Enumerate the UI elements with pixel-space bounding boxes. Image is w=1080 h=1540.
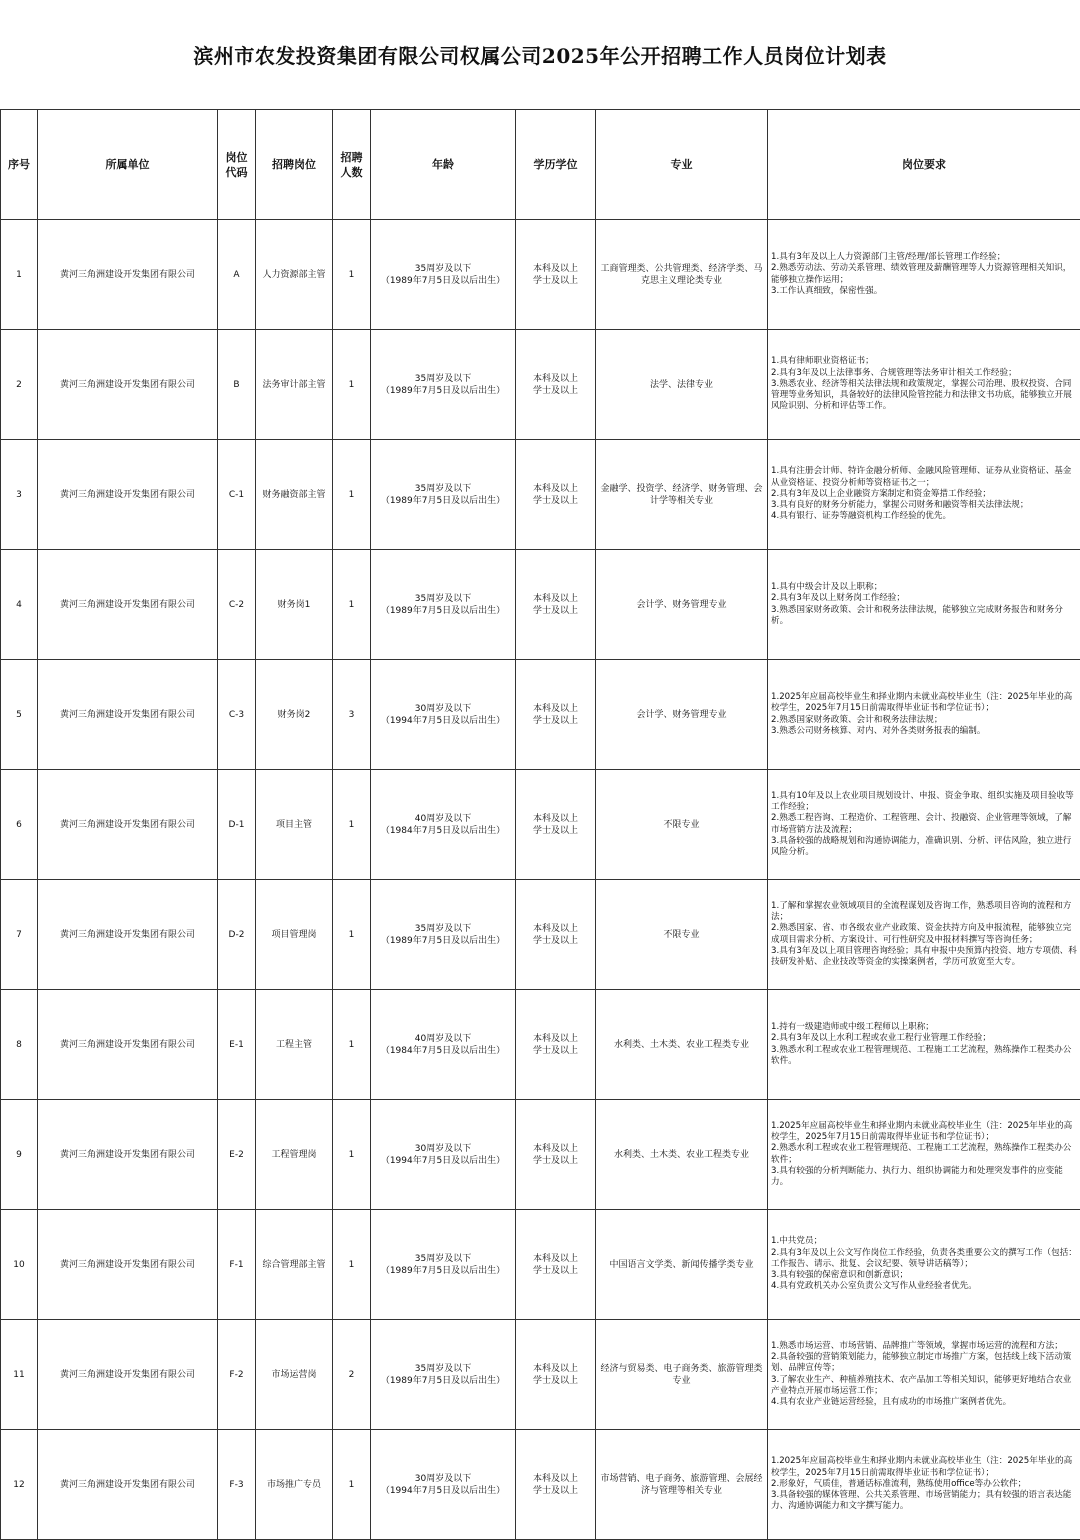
cell-count: 2 <box>333 1320 371 1430</box>
age-age-line1: 35周岁及以下 <box>414 373 472 384</box>
cell-req <box>768 440 1080 550</box>
age-age-line1: 30周岁及以下 <box>414 1473 472 1484</box>
cell-age <box>371 1210 516 1320</box>
requirement-item: 2.熟悉劳动法、劳动关系管理、绩效管理及薪酬管理等人力资源管理相关知识，能够独立操作运用； <box>771 263 1072 285</box>
cell-unit: 黄河三角洲建设开发集团有限公司 <box>38 220 218 330</box>
cell-count: 1 <box>333 1430 371 1540</box>
edu-edu-line2: 学士及以上 <box>532 1485 578 1496</box>
edu-edu-line1: 本科及以上 <box>532 1253 578 1264</box>
cell-code: F-1 <box>218 1210 256 1320</box>
cell-seq: 2 <box>1 330 38 440</box>
requirement-item: 2.具有3年及以上公文写作岗位工作经验，负责各类重要公文的撰写工作（包括：工作报告、请示、批复、会议纪要、领导讲话稿等）； <box>771 1247 1077 1269</box>
age-age-line2: （1989年7月5日及以后出生） <box>380 385 506 396</box>
cell-position: 人力资源部主管 <box>256 220 333 330</box>
cell-unit: 黄河三角洲建设开发集团有限公司 <box>38 1430 218 1540</box>
cell-count: 1 <box>333 550 371 660</box>
cell-seq: 6 <box>1 770 38 880</box>
edu-edu-line1: 本科及以上 <box>532 923 578 934</box>
cell-unit: 黄河三角洲建设开发集团有限公司 <box>38 880 218 990</box>
cell-age <box>371 1430 516 1540</box>
age-age-line1: 35周岁及以下 <box>414 923 472 934</box>
cell-seq: 1 <box>1 220 38 330</box>
cell-code: B <box>218 330 256 440</box>
cell-age <box>371 880 516 990</box>
cell-edu <box>516 1210 596 1320</box>
requirement-item: 3.具有3年及以上项目管理咨询经验；具有申报中央预算内投资、地方专项债、科技研发补贴、企业技改等资金的实操案例者，学历可放宽至大专。 <box>771 945 1077 967</box>
cell-age <box>371 990 516 1100</box>
cell-position: 项目管理岗 <box>256 880 333 990</box>
header-count <box>333 110 371 220</box>
cell-count: 1 <box>333 440 371 550</box>
cell-count: 1 <box>333 880 371 990</box>
edu-edu-line2: 学士及以上 <box>532 1155 578 1166</box>
cell-age <box>371 660 516 770</box>
edu-edu-line2: 学士及以上 <box>532 1045 578 1056</box>
edu-edu-line2: 学士及以上 <box>532 385 578 396</box>
table-row <box>1 990 1080 1100</box>
edu-edu-line1: 本科及以上 <box>532 263 578 274</box>
requirement-item: 1.具有10年及以上农业项目规划设计、申报、资金争取、组织实施及项目验收等工作经验； <box>771 790 1074 813</box>
header-count-label: 招聘人数 <box>340 150 363 179</box>
cell-position: 财务岗1 <box>256 550 333 660</box>
requirement-item: 1.2025年应届高校毕业生和择业期内未就业高校毕业生（注：2025年毕业的高校学生，2025年7月15日前需取得毕业证书和学位证书）； <box>771 1456 1073 1478</box>
edu-edu-line2: 学士及以上 <box>532 1375 578 1386</box>
age-age-line1: 35周岁及以下 <box>414 593 472 604</box>
cell-edu <box>516 660 596 770</box>
edu-edu-line2: 学士及以上 <box>532 1265 578 1276</box>
cell-req <box>768 770 1080 880</box>
cell-major: 中国语言文学类、新闻传播学类专业 <box>596 1210 768 1320</box>
cell-position: 工程主管 <box>256 990 333 1100</box>
cell-edu <box>516 550 596 660</box>
cell-count: 1 <box>333 1210 371 1320</box>
cell-seq: 10 <box>1 1210 38 1320</box>
cell-req <box>768 990 1080 1100</box>
cell-edu <box>516 220 596 330</box>
cell-code: C-1 <box>218 440 256 550</box>
cell-age <box>371 330 516 440</box>
age-age-line2: （1989年7月5日及以后出生） <box>380 1265 506 1276</box>
requirement-item: 2.熟悉水利工程或农业工程管理规范、工程施工工艺流程，熟练操作工程类办公软件； <box>771 1143 1072 1165</box>
cell-edu <box>516 990 596 1100</box>
requirement-item: 1.持有一级建造师或中级工程师以上职称； <box>771 1022 934 1033</box>
requirement-item: 1.中共党员； <box>771 1236 823 1247</box>
requirement-item: 2.具有3年及以上企业融资方案制定和资金筹措工作经验； <box>771 488 991 499</box>
cell-edu <box>516 1430 596 1540</box>
age-age-line2: （1989年7月5日及以后出生） <box>380 495 506 506</box>
requirement-item: 1.具有3年及以上人力资源部门主管/经理/部长管理工作经验； <box>771 252 1006 263</box>
cell-unit: 黄河三角洲建设开发集团有限公司 <box>38 770 218 880</box>
cell-major: 经济与贸易类、电子商务类、旅游管理类专业 <box>596 1320 768 1430</box>
age-age-line1: 40周岁及以下 <box>414 813 472 824</box>
requirement-item: 3.熟悉公司财务核算、对内、对外各类财务报表的编制。 <box>771 725 986 736</box>
requirement-item: 3.具有良好的财务分析能力，掌握公司财务和融资等相关法律法规； <box>771 500 1029 511</box>
cell-seq: 9 <box>1 1100 38 1210</box>
cell-count: 1 <box>333 990 371 1100</box>
age-age-line2: （1994年7月5日及以后出生） <box>380 715 506 726</box>
age-age-line1: 30周岁及以下 <box>414 703 472 714</box>
cell-unit: 黄河三角洲建设开发集团有限公司 <box>38 660 218 770</box>
cell-major: 会计学、财务管理专业 <box>596 550 768 660</box>
requirement-item: 2.熟悉国家、省、市各级农业产业政策、资金扶持方向及申报流程，能够独立完成项目需求分析、方案设计、可行性研究及申报材料撰写等咨询任务； <box>771 923 1072 945</box>
cell-req <box>768 550 1080 660</box>
cell-seq: 4 <box>1 550 38 660</box>
requirement-item: 1.熟悉市场运营、市场营销、品牌推广等领域，掌握市场运营的流程和方法； <box>771 1340 1063 1351</box>
requirement-item: 3.具有较强的保密意识和创新意识； <box>771 1270 909 1281</box>
cell-seq: 12 <box>1 1430 38 1540</box>
cell-major: 市场营销、电子商务、旅游管理、会展经济与管理等相关专业 <box>596 1430 768 1540</box>
cell-unit: 黄河三角洲建设开发集团有限公司 <box>38 550 218 660</box>
requirement-item: 4.具有银行、证券等融资机构工作经验的优先。 <box>771 511 952 522</box>
cell-code: C-2 <box>218 550 256 660</box>
header-major: 专业 <box>596 110 768 220</box>
page-title: 滨州市农发投资集团有限公司权属公司2025年公开招聘工作人员岗位计划表 <box>193 44 887 68</box>
requirement-item: 2.具有3年及以上财务岗工作经验； <box>771 593 905 604</box>
table-row <box>1 220 1080 330</box>
cell-age <box>371 220 516 330</box>
edu-edu-line1: 本科及以上 <box>532 483 578 494</box>
cell-req <box>768 1320 1080 1430</box>
cell-req <box>768 1100 1080 1210</box>
age-age-line2: （1989年7月5日及以后出生） <box>380 935 506 946</box>
cell-unit: 黄河三角洲建设开发集团有限公司 <box>38 990 218 1100</box>
cell-unit: 黄河三角洲建设开发集团有限公司 <box>38 1320 218 1430</box>
cell-code: D-2 <box>218 880 256 990</box>
cell-seq: 11 <box>1 1320 38 1430</box>
cell-age <box>371 550 516 660</box>
cell-unit: 黄河三角洲建设开发集团有限公司 <box>38 1210 218 1320</box>
edu-edu-line1: 本科及以上 <box>532 1473 578 1484</box>
table-body <box>1 220 1080 1540</box>
age-age-line2: （1989年7月5日及以后出生） <box>380 275 506 286</box>
requirement-item: 2.熟悉工程咨询、工程造价、工程管理、会计、投融资、企业管理等领域，了解市场营销方法及流程； <box>771 813 1072 835</box>
cell-code: A <box>218 220 256 330</box>
cell-position: 综合管理部主管 <box>256 1210 333 1320</box>
age-age-line2: （1984年7月5日及以后出生） <box>380 1045 506 1056</box>
cell-major: 水利类、土木类、农业工程类专业 <box>596 990 768 1100</box>
edu-edu-line2: 学士及以上 <box>532 275 578 286</box>
requirement-item: 1.2025年应届高校毕业生和择业期内未就业高校毕业生（注：2025年毕业的高校学生，2025年7月15日前需取得毕业证书和学位证书）； <box>771 692 1073 714</box>
age-age-line2: （1994年7月5日及以后出生） <box>380 1155 506 1166</box>
cell-count: 1 <box>333 1100 371 1210</box>
cell-edu <box>516 770 596 880</box>
header-code <box>218 110 256 220</box>
cell-code: F-3 <box>218 1430 256 1540</box>
cell-code: C-3 <box>218 660 256 770</box>
cell-count: 1 <box>333 220 371 330</box>
requirement-item: 1.具有注册会计师、特许金融分析师、金融风险管理师、证券从业资格证、基金从业资格证、投资分析师等资格证书之一； <box>771 466 1072 488</box>
requirement-item: 1.具有中级会计及以上职称； <box>771 582 883 593</box>
cell-edu <box>516 440 596 550</box>
table-row <box>1 440 1080 550</box>
edu-edu-line1: 本科及以上 <box>532 703 578 714</box>
cell-seq: 5 <box>1 660 38 770</box>
table-row <box>1 660 1080 770</box>
recruitment-plan-table <box>0 109 1080 1540</box>
cell-seq: 3 <box>1 440 38 550</box>
edu-edu-line2: 学士及以上 <box>532 715 578 726</box>
table-row <box>1 550 1080 660</box>
age-age-line1: 35周岁及以下 <box>414 483 472 494</box>
cell-code: F-2 <box>218 1320 256 1430</box>
edu-edu-line2: 学士及以上 <box>532 605 578 616</box>
cell-count: 1 <box>333 770 371 880</box>
requirement-item: 1.2025年应届高校毕业生和择业期内未就业高校毕业生（注：2025年毕业的高校学生，2025年7月15日前需取得毕业证书和学位证书）； <box>771 1120 1073 1143</box>
edu-edu-line2: 学士及以上 <box>532 495 578 506</box>
cell-edu <box>516 1100 596 1210</box>
requirement-item: 2.具备较强的营销策划能力，能够独立制定市场推广方案，包括线上线下活动策划、品牌宣传等； <box>771 1352 1072 1374</box>
requirement-item: 3.具有较强的分析判断能力、执行力、组织协调能力和处理突发事件的应变能力。 <box>771 1165 1063 1187</box>
requirement-item: 3.具备较强的媒体管理、公共关系管理、市场营销能力；具有较强的语言表达能力、沟通协调能力和文字撰写能力。 <box>771 1490 1072 1512</box>
age-age-line1: 40周岁及以下 <box>414 1033 472 1044</box>
cell-req <box>768 1210 1080 1320</box>
edu-edu-line2: 学士及以上 <box>532 935 578 946</box>
cell-unit: 黄河三角洲建设开发集团有限公司 <box>38 330 218 440</box>
cell-req <box>768 880 1080 990</box>
cell-major: 工商管理类、公共管理类、经济学类、马克思主义理论类专业 <box>596 220 768 330</box>
cell-edu <box>516 880 596 990</box>
age-age-line1: 35周岁及以下 <box>414 263 472 274</box>
table-row <box>1 1210 1080 1320</box>
cell-position: 法务审计部主管 <box>256 330 333 440</box>
age-age-line2: （1989年7月5日及以后出生） <box>380 605 506 616</box>
cell-req <box>768 1430 1080 1540</box>
cell-age <box>371 1320 516 1430</box>
cell-req <box>768 660 1080 770</box>
cell-major: 不限专业 <box>596 880 768 990</box>
age-age-line2: （1984年7月5日及以后出生） <box>380 825 506 836</box>
header-age: 年龄 <box>371 110 516 220</box>
requirement-item: 2.熟悉国家财务政策、会计和税务法律法规； <box>771 714 943 725</box>
header-unit: 所属单位 <box>38 110 218 220</box>
age-age-line1: 30周岁及以下 <box>414 1143 472 1154</box>
cell-code: E-1 <box>218 990 256 1100</box>
edu-edu-line1: 本科及以上 <box>532 593 578 604</box>
requirement-item: 2.具有3年及以上水利工程或农业工程行业管理工作经验； <box>771 1033 991 1044</box>
cell-seq: 7 <box>1 880 38 990</box>
cell-position: 项目主管 <box>256 770 333 880</box>
edu-edu-line1: 本科及以上 <box>532 1143 578 1154</box>
table-row <box>1 770 1080 880</box>
header-req: 岗位要求 <box>768 110 1080 220</box>
cell-position: 财务融资部主管 <box>256 440 333 550</box>
cell-unit: 黄河三角洲建设开发集团有限公司 <box>38 440 218 550</box>
cell-seq: 8 <box>1 990 38 1100</box>
requirement-item: 2.形象好，气质佳，普通话标准流利，熟练使用office等办公软件； <box>771 1478 1027 1489</box>
cell-unit: 黄河三角洲建设开发集团有限公司 <box>38 1100 218 1210</box>
cell-position: 财务岗2 <box>256 660 333 770</box>
cell-code: D-1 <box>218 770 256 880</box>
edu-edu-line1: 本科及以上 <box>532 813 578 824</box>
requirement-item: 3.具备较强的战略规划和沟通协调能力，准确识别、分析、评估风险，独立进行风险分析。 <box>771 835 1072 857</box>
header-code-label: 岗位代码 <box>225 150 248 179</box>
cell-age <box>371 1100 516 1210</box>
cell-edu <box>516 330 596 440</box>
cell-major: 水利类、土木类、农业工程类专业 <box>596 1100 768 1210</box>
requirement-item: 4.具有农业产业链运营经验，且有成功的市场推广案例者优先。 <box>771 1396 1012 1407</box>
cell-position: 市场推广专员 <box>256 1430 333 1540</box>
table-row <box>1 1430 1080 1540</box>
cell-req <box>768 330 1080 440</box>
cell-major: 金融学、投资学、经济学、财务管理、会计学等相关专业 <box>596 440 768 550</box>
requirement-item: 4.具有党政机关办公室负责公文写作从业经验者优先。 <box>771 1281 977 1292</box>
requirement-item: 3.了解农业生产、种植养殖技术、农产品加工等相关知识，能够更好地结合农业产业特点开展市场运营工作； <box>771 1374 1072 1396</box>
cell-req <box>768 220 1080 330</box>
cell-major: 不限专业 <box>596 770 768 880</box>
requirement-item: 2.具有3年及以上法律事务、合规管理等法务审计相关工作经验； <box>771 367 1017 378</box>
age-age-line2: （1989年7月5日及以后出生） <box>380 1375 506 1386</box>
requirement-item: 1.了解和掌握农业领域项目的全流程谋划及咨询工作，熟悉项目咨询的流程和方法； <box>771 900 1072 923</box>
table-header-row <box>1 110 1080 220</box>
age-age-line2: （1994年7月5日及以后出生） <box>380 1485 506 1496</box>
edu-edu-line1: 本科及以上 <box>532 1363 578 1374</box>
cell-age <box>371 770 516 880</box>
age-age-line1: 35周岁及以下 <box>414 1363 472 1374</box>
cell-count: 1 <box>333 330 371 440</box>
cell-edu <box>516 1320 596 1430</box>
requirement-item: 3.工作认真细致，保密性强。 <box>771 285 883 296</box>
age-age-line1: 35周岁及以下 <box>414 1253 472 1264</box>
cell-major: 会计学、财务管理专业 <box>596 660 768 770</box>
edu-edu-line2: 学士及以上 <box>532 825 578 836</box>
cell-major: 法学、法律专业 <box>596 330 768 440</box>
requirement-item: 3.熟悉国家财务政策、会计和税务法律法规，能够独立完成财务报告和财务分析。 <box>771 604 1063 626</box>
cell-code: E-2 <box>218 1100 256 1210</box>
header-seq: 序号 <box>1 110 38 220</box>
edu-edu-line1: 本科及以上 <box>532 373 578 384</box>
table-row <box>1 330 1080 440</box>
table-row <box>1 1100 1080 1210</box>
cell-position: 市场运营岗 <box>256 1320 333 1430</box>
header-edu: 学历学位 <box>516 110 596 220</box>
requirement-item: 1.具有律师职业资格证书； <box>771 356 874 367</box>
edu-edu-line1: 本科及以上 <box>532 1033 578 1044</box>
cell-age <box>371 440 516 550</box>
requirement-item: 3.熟悉农业、经济等相关法律法规和政策规定，掌握公司治理、股权投资、合同管理等业务知识，具备较好的法律风险管控能力和法律文书功底，能够独立开展风险识别、分析和评估等工作。 <box>771 378 1072 412</box>
table-row <box>1 880 1080 990</box>
cell-count: 3 <box>333 660 371 770</box>
cell-position: 工程管理岗 <box>256 1100 333 1210</box>
table-row <box>1 1320 1080 1430</box>
header-position: 招聘岗位 <box>256 110 333 220</box>
requirement-item: 3.熟悉水利工程或农业工程管理规范、工程施工工艺流程，熟练操作工程类办公软件。 <box>771 1044 1072 1066</box>
